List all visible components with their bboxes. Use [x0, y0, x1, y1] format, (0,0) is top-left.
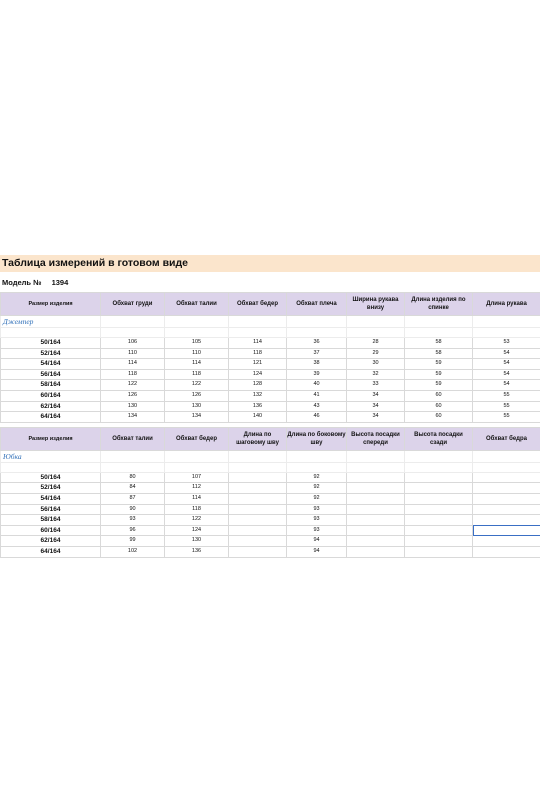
selected-cell[interactable] — [473, 525, 540, 536]
table-cell[interactable]: 107 — [165, 472, 229, 483]
size-cell[interactable]: 50/164 — [1, 338, 101, 349]
table-cell[interactable]: 43 — [287, 401, 347, 412]
table-cell[interactable]: 93 — [287, 525, 347, 536]
table-cell[interactable]: 29 — [347, 348, 405, 359]
blank-row — [1, 462, 540, 472]
table-cell[interactable]: 59 — [405, 369, 473, 380]
table-cell[interactable]: 30 — [347, 359, 405, 370]
table-cell[interactable]: 128 — [229, 380, 287, 391]
table-cell[interactable]: 96 — [101, 525, 165, 536]
page-title: Таблица измерений в готовом виде — [0, 255, 540, 272]
table-row — [1, 546, 540, 557]
table-cell[interactable]: 118 — [101, 369, 165, 380]
table-cell[interactable]: 93 — [101, 515, 165, 526]
empty-cell[interactable] — [229, 450, 287, 462]
table-cell[interactable]: 114 — [229, 338, 287, 349]
table-cell[interactable]: 92 — [287, 483, 347, 494]
table-cell[interactable] — [405, 515, 473, 526]
empty-cell[interactable] — [347, 316, 405, 328]
empty-cell[interactable] — [287, 328, 347, 338]
size-cell[interactable]: 56/164 — [1, 369, 101, 380]
table-cell[interactable]: 40 — [287, 380, 347, 391]
column-header[interactable]: Обхват плеча — [287, 293, 347, 316]
size-cell[interactable]: 58/164 — [1, 380, 101, 391]
table-row — [1, 401, 540, 412]
table-cell[interactable] — [229, 536, 287, 547]
table-row — [1, 483, 540, 494]
table-cell[interactable]: 34 — [347, 412, 405, 423]
table-cell[interactable]: 92 — [287, 472, 347, 483]
empty-cell[interactable] — [229, 328, 287, 338]
skirt-section-row — [1, 450, 540, 462]
table-cell[interactable]: 105 — [165, 338, 229, 349]
table-cell[interactable] — [405, 504, 473, 515]
skirt-header-row — [1, 427, 540, 450]
column-header[interactable]: Размер изделия — [1, 427, 101, 450]
empty-cell[interactable] — [165, 450, 229, 462]
table-cell[interactable]: 55 — [473, 390, 540, 401]
table-row — [1, 359, 540, 370]
empty-cell[interactable] — [347, 462, 405, 472]
table-row — [1, 504, 540, 515]
table-cell[interactable] — [347, 504, 405, 515]
table-cell[interactable]: 53 — [473, 338, 540, 349]
table-cell[interactable]: 130 — [165, 536, 229, 547]
table-cell[interactable]: 33 — [347, 380, 405, 391]
size-cell[interactable]: 54/164 — [1, 493, 101, 504]
table-cell[interactable]: 54 — [473, 348, 540, 359]
jumper-table — [0, 292, 540, 423]
column-header[interactable]: Обхват груди — [101, 293, 165, 316]
empty-cell[interactable] — [287, 316, 347, 328]
column-header[interactable]: Длина рукава — [473, 293, 540, 316]
table-cell[interactable]: 34 — [347, 401, 405, 412]
table-cell[interactable]: 92 — [287, 493, 347, 504]
table-cell[interactable] — [347, 493, 405, 504]
table-cell[interactable] — [229, 504, 287, 515]
table-cell[interactable]: 34 — [347, 390, 405, 401]
model-label: Модель № — [2, 278, 42, 287]
table-cell[interactable] — [347, 536, 405, 547]
table-cell[interactable] — [347, 472, 405, 483]
column-header[interactable]: Обхват талии — [101, 427, 165, 450]
table-cell[interactable]: 58 — [405, 338, 473, 349]
section-label[interactable]: Джемпер — [1, 316, 101, 328]
column-header[interactable]: Обхват бедер — [229, 293, 287, 316]
size-cell[interactable]: 58/164 — [1, 515, 101, 526]
table-cell[interactable] — [229, 483, 287, 494]
empty-cell[interactable] — [473, 450, 540, 462]
table-cell[interactable] — [229, 515, 287, 526]
model-line — [0, 272, 540, 292]
empty-cell[interactable] — [165, 328, 229, 338]
empty-cell[interactable] — [287, 450, 347, 462]
table-cell[interactable]: 118 — [229, 348, 287, 359]
empty-cell[interactable] — [473, 462, 540, 472]
column-header[interactable]: Обхват талии — [165, 293, 229, 316]
table-cell[interactable]: 54 — [473, 359, 540, 370]
table-row — [1, 369, 540, 380]
table-cell[interactable]: 37 — [287, 348, 347, 359]
table-cell[interactable] — [347, 515, 405, 526]
table-row — [1, 348, 540, 359]
table-cell[interactable]: 126 — [101, 390, 165, 401]
table-cell[interactable] — [473, 536, 540, 547]
table-cell[interactable] — [405, 536, 473, 547]
table-cell[interactable]: 32 — [347, 369, 405, 380]
table-cell[interactable]: 60 — [405, 412, 473, 423]
empty-cell[interactable] — [347, 450, 405, 462]
jumper-header-row — [1, 293, 540, 316]
size-cell[interactable]: 54/164 — [1, 359, 101, 370]
table-cell[interactable]: 110 — [101, 348, 165, 359]
table-row — [1, 380, 540, 391]
column-header[interactable]: Обхват бедер — [165, 427, 229, 450]
table-cell[interactable] — [229, 525, 287, 536]
empty-cell[interactable] — [101, 316, 165, 328]
column-header[interactable]: Обхват бедра — [473, 427, 540, 450]
table-cell[interactable] — [473, 504, 540, 515]
table-cell[interactable] — [229, 493, 287, 504]
column-header[interactable]: Ширина рукава внизу — [347, 293, 405, 316]
table-cell[interactable]: 59 — [405, 380, 473, 391]
empty-cell[interactable] — [287, 462, 347, 472]
table-cell[interactable] — [405, 472, 473, 483]
empty-cell[interactable] — [229, 316, 287, 328]
empty-cell[interactable] — [1, 328, 101, 338]
table-cell[interactable]: 54 — [473, 380, 540, 391]
column-header[interactable]: Длина по боковому шву — [287, 427, 347, 450]
column-header[interactable]: Высота посадки сзади — [405, 427, 473, 450]
size-cell[interactable]: 60/164 — [1, 525, 101, 536]
size-cell[interactable]: 62/164 — [1, 401, 101, 412]
table-cell[interactable]: 118 — [165, 504, 229, 515]
table-cell[interactable]: 130 — [101, 401, 165, 412]
table-cell[interactable]: 114 — [165, 493, 229, 504]
table-cell[interactable]: 124 — [165, 525, 229, 536]
size-cell[interactable]: 60/164 — [1, 390, 101, 401]
empty-cell[interactable] — [101, 462, 165, 472]
table-cell[interactable]: 84 — [101, 483, 165, 494]
size-cell[interactable]: 52/164 — [1, 348, 101, 359]
table-cell[interactable]: 132 — [229, 390, 287, 401]
size-cell[interactable]: 64/164 — [1, 412, 101, 423]
table-cell[interactable]: 112 — [165, 483, 229, 494]
table-cell[interactable]: 122 — [165, 380, 229, 391]
table-cell[interactable] — [473, 546, 540, 557]
table-cell[interactable]: 94 — [287, 536, 347, 547]
table-cell[interactable]: 55 — [473, 412, 540, 423]
table-cell[interactable]: 136 — [229, 401, 287, 412]
empty-cell[interactable] — [405, 450, 473, 462]
table-cell[interactable]: 41 — [287, 390, 347, 401]
table-row — [1, 525, 540, 536]
table-cell[interactable]: 90 — [101, 504, 165, 515]
table-cell[interactable]: 93 — [287, 504, 347, 515]
table-cell[interactable] — [473, 483, 540, 494]
table-cell[interactable]: 36 — [287, 338, 347, 349]
table-cell[interactable]: 60 — [405, 390, 473, 401]
table-cell[interactable] — [405, 546, 473, 557]
empty-cell[interactable] — [165, 316, 229, 328]
table-cell[interactable]: 134 — [101, 412, 165, 423]
skirt-table — [0, 427, 540, 558]
table-cell[interactable]: 140 — [229, 412, 287, 423]
empty-cell[interactable] — [405, 316, 473, 328]
table-cell[interactable]: 59 — [405, 359, 473, 370]
table-cell[interactable]: 121 — [229, 359, 287, 370]
jumper-section-row — [1, 316, 540, 328]
empty-cell[interactable] — [473, 316, 540, 328]
table-cell[interactable]: 114 — [101, 359, 165, 370]
table-cell[interactable] — [347, 483, 405, 494]
table-cell[interactable]: 80 — [101, 472, 165, 483]
size-cell[interactable]: 50/164 — [1, 472, 101, 483]
size-cell[interactable]: 64/164 — [1, 546, 101, 557]
empty-cell[interactable] — [405, 462, 473, 472]
table-cell[interactable]: 58 — [405, 348, 473, 359]
table-cell[interactable] — [229, 472, 287, 483]
model-number: 1394 — [51, 278, 69, 287]
table-cell[interactable]: 134 — [165, 412, 229, 423]
empty-cell[interactable] — [165, 462, 229, 472]
table-cell[interactable]: 28 — [347, 338, 405, 349]
table-cell[interactable] — [229, 546, 287, 557]
table-cell[interactable]: 130 — [165, 401, 229, 412]
table-cell[interactable] — [347, 525, 405, 536]
table-row — [1, 472, 540, 483]
column-header[interactable]: Длина по шаговому шву — [229, 427, 287, 450]
table-cell[interactable]: 126 — [165, 390, 229, 401]
table-row — [1, 338, 540, 349]
column-header[interactable]: Высота посадки спереди — [347, 427, 405, 450]
size-cell[interactable]: 56/164 — [1, 504, 101, 515]
table-cell[interactable]: 110 — [165, 348, 229, 359]
table-cell[interactable]: 124 — [229, 369, 287, 380]
column-header[interactable]: Размер изделия — [1, 293, 101, 316]
table-cell[interactable]: 136 — [165, 546, 229, 557]
size-cell[interactable]: 62/164 — [1, 536, 101, 547]
empty-cell[interactable] — [347, 328, 405, 338]
table-cell[interactable]: 122 — [101, 380, 165, 391]
empty-cell[interactable] — [405, 328, 473, 338]
table-cell[interactable]: 102 — [101, 546, 165, 557]
table-cell[interactable] — [473, 493, 540, 504]
table-cell[interactable]: 39 — [287, 369, 347, 380]
section-label[interactable]: Юбка — [1, 450, 101, 462]
table-cell[interactable]: 54 — [473, 369, 540, 380]
size-cell[interactable]: 52/164 — [1, 483, 101, 494]
empty-cell[interactable] — [229, 462, 287, 472]
table-cell[interactable]: 60 — [405, 401, 473, 412]
table-cell[interactable]: 38 — [287, 359, 347, 370]
table-row — [1, 390, 540, 401]
table-cell[interactable] — [405, 493, 473, 504]
column-header[interactable]: Длина изделия по спинке — [405, 293, 473, 316]
table-cell[interactable] — [405, 483, 473, 494]
table-cell[interactable]: 87 — [101, 493, 165, 504]
table-cell[interactable] — [405, 525, 473, 536]
table-cell[interactable]: 118 — [165, 369, 229, 380]
table-cell[interactable]: 99 — [101, 536, 165, 547]
empty-cell[interactable] — [101, 328, 165, 338]
table-cell[interactable]: 46 — [287, 412, 347, 423]
empty-cell[interactable] — [101, 450, 165, 462]
table-cell[interactable]: 93 — [287, 515, 347, 526]
table-cell[interactable]: 122 — [165, 515, 229, 526]
table-cell[interactable]: 114 — [165, 359, 229, 370]
table-cell[interactable] — [473, 472, 540, 483]
empty-cell[interactable] — [473, 328, 540, 338]
table-cell[interactable]: 106 — [101, 338, 165, 349]
table-cell[interactable]: 94 — [287, 546, 347, 557]
table-row — [1, 515, 540, 526]
blank-row — [1, 328, 540, 338]
empty-cell[interactable] — [1, 462, 101, 472]
table-row — [1, 493, 540, 504]
table-row — [1, 412, 540, 423]
table-cell[interactable] — [473, 515, 540, 526]
table-row — [1, 536, 540, 547]
table-cell[interactable] — [347, 546, 405, 557]
spreadsheet — [0, 255, 540, 558]
table-cell[interactable]: 55 — [473, 401, 540, 412]
